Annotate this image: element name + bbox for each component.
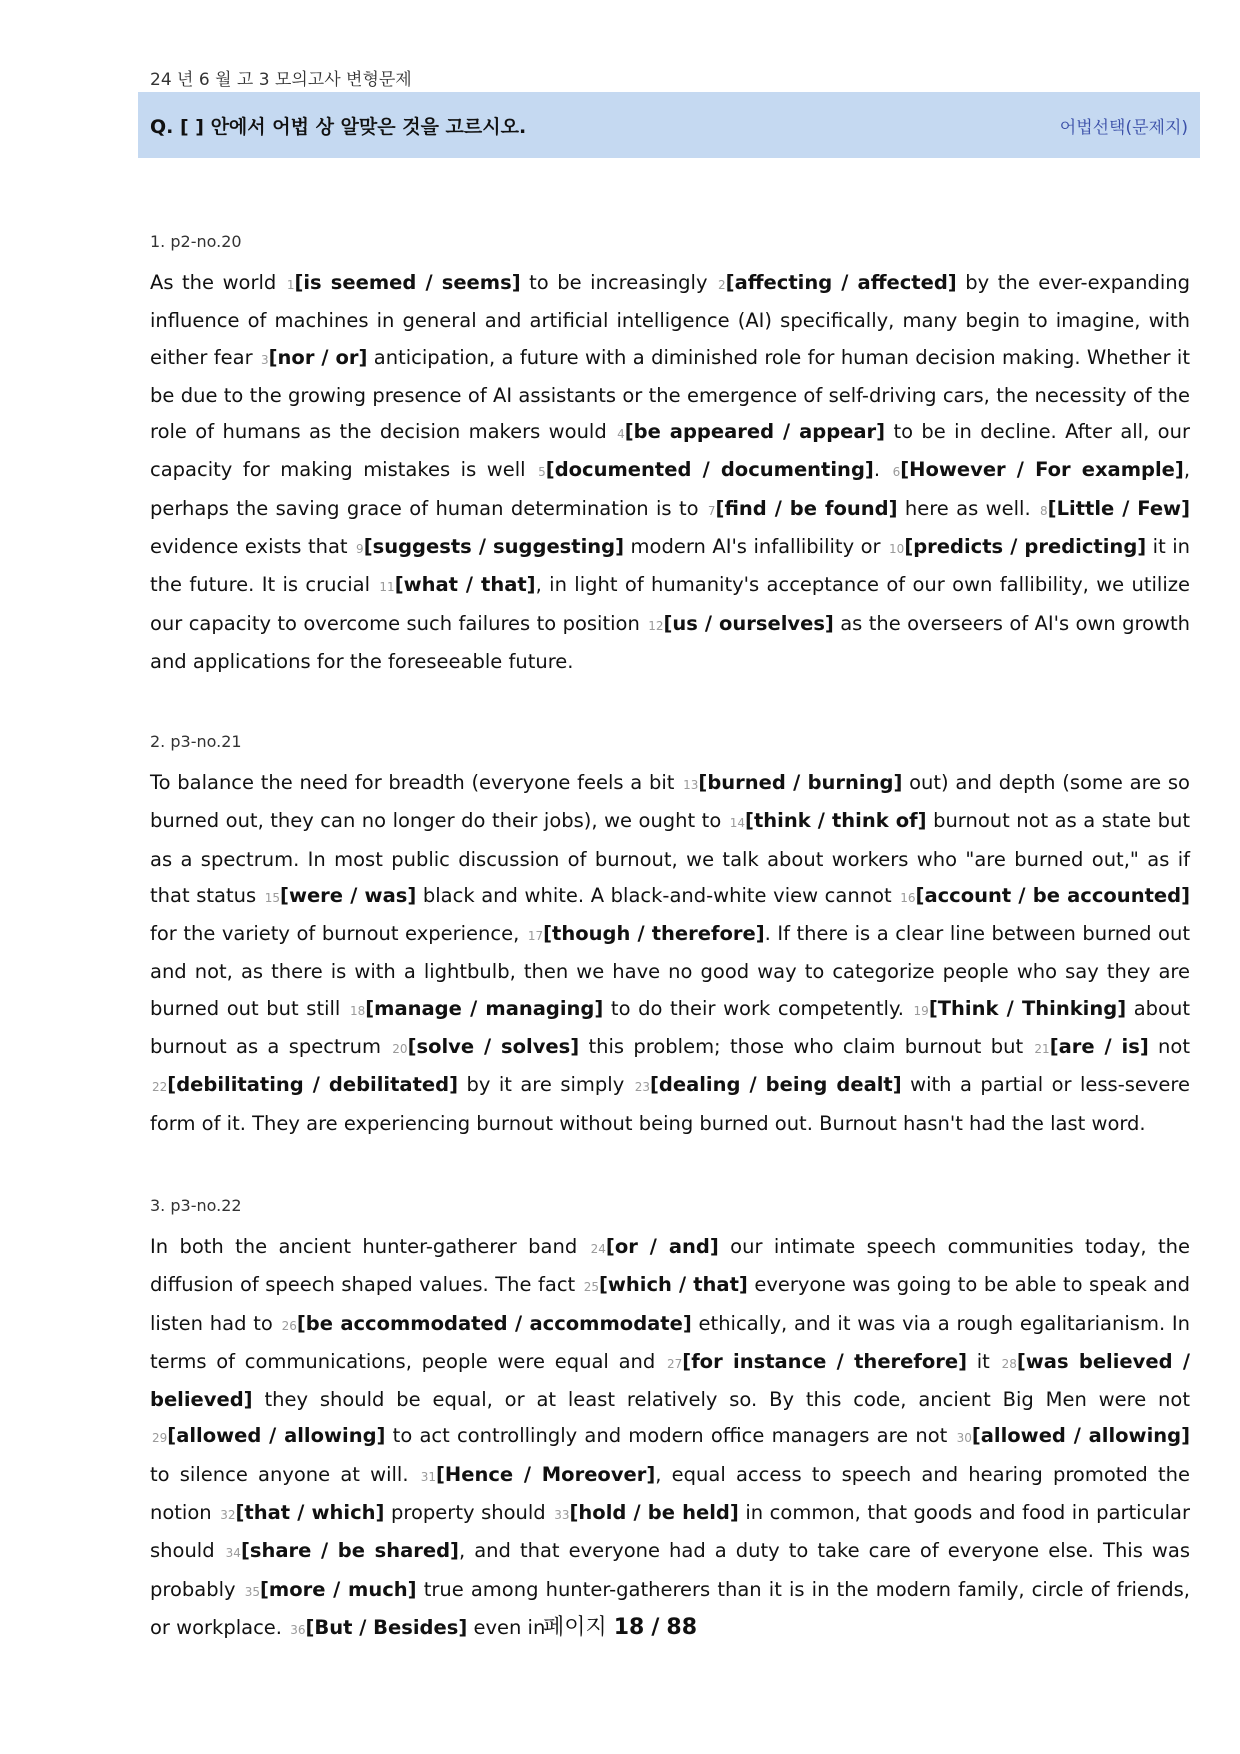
passage-fragment: , and that everyone had a duty to take care of everyone else. This was probably: [150, 1539, 1190, 1601]
grammar-choice: [But / Besides]: [305, 1615, 468, 1639]
passage-fragment: by it are simply: [458, 1073, 633, 1097]
passage-fragment: true among hunter-gatherers than it is in the modern family, circle of friends, or workplace.: [150, 1577, 1190, 1639]
passage-fragment: everyone was going to be able to speak and listen had to: [150, 1273, 1191, 1335]
passage-fragment: as the overseers of AI's own growth and applications for the foreseeable future.: [150, 611, 1190, 673]
passage-fragment: about burnout as a spectrum: [150, 996, 1190, 1059]
grammar-choice: [think / think of]: [745, 809, 927, 833]
blank-number: 3: [261, 352, 269, 367]
passage-fragment: it in the future. It is crucial: [150, 535, 1190, 597]
passage-fragment: To balance the need for breadth (everyone feels a bit: [150, 771, 682, 794]
grammar-choice: [manage / managing]: [365, 996, 604, 1020]
blank-number: 17: [527, 929, 544, 944]
passage-fragment: burnout not as a state but as a spectrum. In most public discussion of burnout, we talk about workers who "are burned out," as if that status: [150, 809, 1190, 907]
grammar-choice: [us / ourselves]: [663, 611, 834, 635]
total-pages: 88: [666, 1615, 698, 1640]
passage-fragment: not: [1148, 1035, 1190, 1059]
passage-fragment: even in: [467, 1615, 546, 1639]
grammar-choice: [allowed / allowing]: [167, 1424, 386, 1448]
blank-number: 28: [1001, 1356, 1017, 1371]
blank-number: 21: [1034, 1042, 1050, 1057]
page-prefix: 페이지: [542, 1615, 607, 1640]
blank-number: 26: [281, 1318, 297, 1333]
blank-number: 22: [152, 1080, 168, 1095]
grammar-choice: [nor / or]: [268, 345, 368, 369]
passage-fragment: property should: [384, 1501, 553, 1525]
grammar-choice: [more / much]: [259, 1577, 417, 1601]
page-footer: [0, 1610, 1240, 1641]
grammar-choice: [share / be shared]: [240, 1539, 459, 1563]
instruction-text: Q. [ ] 안에서 어법 상 알맞은 것을 고르시오.: [150, 115, 527, 138]
grammar-choice: [Think / Thinking]: [928, 996, 1127, 1020]
grammar-choice: [predicts / predicting]: [904, 535, 1147, 559]
passage-fragment: , equal access to speech and hearing promoted the notion: [150, 1462, 1190, 1525]
blank-number: 4: [617, 427, 625, 442]
passage-fragment: anticipation, a future with a diminished role for human decision making. Whether it be due to the growing presence of AI assistants or the emergence of self-driving cars, the necessity of the role of humans as the decision makers would: [150, 345, 1190, 444]
passage-section-3: [150, 1196, 1190, 1648]
blank-number: 9: [356, 542, 364, 557]
grammar-choice: [documented / documenting]: [545, 458, 874, 482]
passage-fragment: evidence exists that: [150, 535, 355, 559]
grammar-choice: [were / was]: [280, 883, 417, 907]
grammar-choice: [dealing / being dealt]: [649, 1073, 902, 1097]
blank-number: 19: [913, 1003, 929, 1018]
passage-text: [150, 765, 1190, 1142]
grammar-choice: [account / be accounted]: [915, 883, 1190, 907]
blank-number: 31: [420, 1469, 436, 1484]
passage-fragment: .: [873, 458, 891, 482]
grammar-choice: [or / and]: [605, 1235, 719, 1258]
current-page: 18: [613, 1615, 645, 1640]
blank-number: 25: [583, 1280, 599, 1295]
passage-fragment: to silence anyone at will.: [150, 1462, 419, 1486]
grammar-choice: [what / that]: [394, 573, 536, 597]
grammar-choice: [Little / Few]: [1047, 496, 1190, 520]
blank-number: 8: [1040, 503, 1048, 518]
blank-number: 1: [286, 278, 295, 292]
passage-label: 3. p3-no.22: [150, 1196, 242, 1215]
grammar-choice: [Hence / Moreover]: [435, 1462, 656, 1486]
grammar-choice: [find / be found]: [715, 496, 898, 520]
passage-fragment: . If there is a clear line between burned out and not, as there is with a lightbulb, then we have no good way to categorize people who say they are burned out but still: [150, 922, 1190, 1020]
grammar-choice: [be appeared / appear]: [624, 420, 886, 444]
blank-number: 10: [889, 542, 905, 557]
blank-number: 30: [956, 1431, 972, 1446]
blank-number: 15: [264, 890, 281, 905]
worksheet-type-label: 어법선택(문제지): [1059, 117, 1188, 138]
blank-number: 18: [349, 1003, 366, 1018]
passage-fragment: they should be equal, or at least relatively so. By this code, ancient Big Men were not: [252, 1388, 1190, 1412]
grammar-choice: [for instance / therefore]: [682, 1349, 968, 1373]
passage-fragment: , in light of humanity's acceptance of our own fallibility, we utilize our capacity to overcome such failures to position: [150, 573, 1191, 635]
blank-number: 23: [634, 1080, 650, 1095]
instruction-banner: [138, 92, 1200, 158]
blank-number: 27: [667, 1356, 683, 1371]
passage-fragment: out) and depth (some are so burned out, they can no longer do their jobs), we ought to: [150, 771, 1190, 833]
passage-fragment: this problem; those who claim burnout but: [579, 1035, 1033, 1059]
passage-fragment: modern AI's infallibility or: [624, 535, 888, 559]
grammar-choice: [affecting / affected]: [725, 271, 957, 294]
passage-fragment: , perhaps the saving grace of human determination is to: [150, 458, 1191, 520]
grammar-choice: [burned / burning]: [698, 771, 903, 794]
passage-label: 1. p2-no.20: [150, 232, 242, 251]
passage-fragment: here as well.: [897, 496, 1039, 520]
blank-number: 35: [244, 1584, 260, 1599]
passage-text: [150, 265, 1190, 680]
exam-title: 24 년 6 월 고 3 모의고사 변형문제: [150, 70, 412, 90]
passage-fragment: it: [967, 1349, 1000, 1373]
passage-fragment: our intimate speech communities today, the diffusion of speech shaped values. The fact: [150, 1235, 1190, 1297]
blank-number: 34: [225, 1546, 241, 1561]
passage-fragment: black and white. A black-and-white view cannot: [416, 883, 899, 907]
blank-number: 13: [683, 778, 699, 792]
blank-number: 11: [379, 580, 395, 595]
blank-number: 29: [152, 1431, 168, 1446]
grammar-choice: [allowed / allowing]: [971, 1424, 1191, 1448]
grammar-choice: [debilitating / debilitated]: [167, 1073, 459, 1097]
blank-number: 14: [729, 816, 746, 831]
passage-fragment: to be in decline. After all, our capacity for making mistakes is well: [150, 420, 1190, 482]
grammar-choice: [However / For example]: [900, 458, 1184, 482]
grammar-choice: [which / that]: [598, 1273, 748, 1297]
passage-text: [150, 1229, 1190, 1648]
passage-section-1: [150, 232, 1190, 680]
blank-number: 16: [900, 890, 916, 905]
passage-fragment: to do their work competently.: [603, 996, 912, 1020]
blank-number: 24: [590, 1242, 606, 1256]
blank-number: 7: [707, 503, 716, 518]
passage-fragment: ethically, and it was via a rough egalitarianism. In terms of communications, people were equal and: [150, 1311, 1191, 1373]
passage-fragment: to be increasingly: [520, 271, 717, 294]
grammar-choice: [solve / solves]: [407, 1035, 580, 1059]
grammar-choice: [that / which]: [235, 1501, 385, 1525]
grammar-choice: [be accommodated / accommodate]: [296, 1311, 692, 1335]
passage-fragment: to act controllingly and modern office managers are not: [385, 1424, 955, 1448]
passage-fragment: with a partial or less-severe form of it. They are experiencing burnout without being burned out. Burnout hasn't had the last word.: [150, 1073, 1191, 1135]
grammar-choice: [hold / be held]: [569, 1501, 739, 1525]
grammar-choice: [was believed / believed]: [150, 1349, 1190, 1412]
page-separator: /: [651, 1615, 660, 1640]
blank-number: 32: [220, 1508, 236, 1523]
blank-number: 12: [648, 618, 664, 633]
blank-number: 2: [718, 278, 726, 292]
passage-fragment: As the world: [150, 271, 285, 294]
blank-number: 33: [554, 1508, 570, 1523]
grammar-choice: [though / therefore]: [543, 922, 765, 946]
passage-fragment: by the ever-expanding influence of machines in general and artificial intelligence (AI) specifically, many begin to imagine, with either fear: [150, 271, 1190, 369]
blank-number: 20: [392, 1042, 408, 1057]
blank-number: 6: [892, 465, 901, 480]
passage-section-2: [150, 732, 1190, 1142]
passage-label: 2. p3-no.21: [150, 732, 242, 751]
blank-number: 5: [538, 465, 546, 480]
blank-number: 36: [290, 1622, 306, 1637]
grammar-choice: [suggests / suggesting]: [363, 535, 625, 559]
grammar-choice: [are / is]: [1049, 1035, 1149, 1059]
passage-fragment: in common, that goods and food in particular should: [150, 1501, 1191, 1563]
passage-fragment: for the variety of burnout experience,: [150, 922, 526, 946]
passage-fragment: In both the ancient hunter-gatherer band: [150, 1235, 589, 1258]
grammar-choice: [is seemed / seems]: [294, 271, 521, 294]
